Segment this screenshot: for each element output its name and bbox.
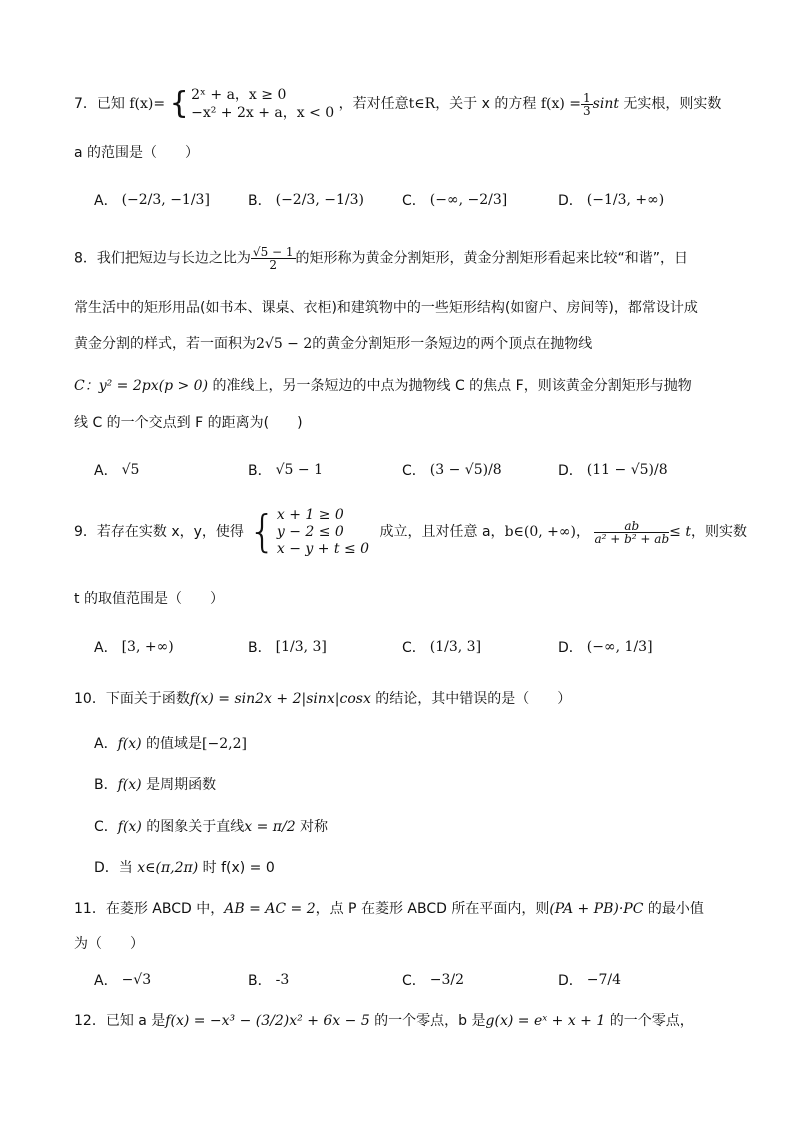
- q8-options: [94, 450, 754, 490]
- q9-line1: 9．若存在实数 x，y，使得 { x + 1 ≥ 0 y − 2 ≤ 0 x − y + t ≤ 0 成立，且对任意 a，b∈(0, +∞)， $\frac{ab}{\text{a² + b² + ab}}$ ≤ t，则实数: [74, 506, 747, 557]
- q8-fraction: $\frac{√5 - 1}{2}$: [252, 245, 294, 272]
- q8-option-a[interactable]: A． √5: [94, 462, 140, 479]
- q7-options: [94, 180, 754, 220]
- q8-line3: 黄金分割的样式，若一面积为2√5 − 2的黄金分割矩形一条短边的两个顶点在抛物线: [74, 336, 593, 352]
- q7-option-a[interactable]: A． (−2/3, −1/3]: [94, 192, 210, 209]
- q7-fraction: $\frac{1}{3}$: [583, 90, 591, 118]
- q10-option-c[interactable]: C．f(x) 的图象关于直线x = π/2 对称: [94, 819, 329, 835]
- q7-option-b[interactable]: B． (−2/3, −1/3): [248, 192, 364, 209]
- q11-option-d[interactable]: D． −7/4: [558, 972, 622, 989]
- q7-cases: [191, 88, 334, 120]
- q9-option-a[interactable]: A． [3, +∞): [94, 639, 174, 656]
- q11-line1: 11．在菱形 ABCD 中，AB = AC = 2，点 P 在菱形 ABCD 所在平面内，则(PA + PB)·PC 的最小值: [74, 901, 704, 917]
- q7-option-d[interactable]: D． (−1/3, +∞): [558, 192, 665, 209]
- q9-brace: {: [248, 506, 277, 557]
- q11-line2: 为（ ）: [74, 936, 144, 952]
- q8-line4: C：y² = 2px(p > 0) 的准线上，另一条短边的中点为抛物线 C 的焦点 F，则该黄金分割矩形与抛物: [74, 378, 692, 394]
- q11-options: [94, 960, 754, 1000]
- q7-line1: 7．已知 f(x)= { 2ˣ + a，x ≥ 0 −x² + 2x + a，x < 0 ，若对任意t∈R，关于 x 的方程 f(x) = $\frac{1}{3}$ sint 无实根，则实数: [74, 86, 722, 121]
- q8-option-d[interactable]: D． (11 − √5)/8: [558, 462, 668, 479]
- q9-system: x + 1 ≥ 0 y − 2 ≤ 0 x − y + t ≤ 0: [276, 507, 370, 557]
- q8-line5: 线 C 的一个交点到 F 的距离为( ): [74, 415, 303, 431]
- q7-case1: 2ˣ + a，x ≥ 0: [191, 87, 287, 103]
- q12-line1: 12．已知 a 是f(x) = −x³ − (3/2)x² + 6x − 5 的一个零点，b 是g(x) = eˣ + x + 1 的一个零点，: [74, 1013, 694, 1029]
- q8-option-b[interactable]: B． √5 − 1: [248, 462, 323, 479]
- q11-option-c[interactable]: C． −3/2: [402, 972, 465, 989]
- q9-fraction: $\frac{ab}{\text{a² + b² + ab}}$: [594, 518, 670, 546]
- q7-option-c[interactable]: C． (−∞, −2/3]: [402, 192, 508, 209]
- q8-line1: 8．我们把短边与长边之比为 $\frac{√5 - 1}{2}$ 的矩形称为黄金分割矩形，黄金分割矩形看起来比较“和谐”，日: [74, 245, 689, 272]
- q10-line1: 10．下面关于函数f(x) = sin2x + 2|sinx|cosx 的结论，其中错误的是（ ）: [74, 691, 572, 707]
- q9-option-c[interactable]: C． (1/3, 3]: [402, 639, 482, 656]
- q7-brace: {: [169, 86, 189, 121]
- q8-line2: 常生活中的矩形用品(如书本、课桌、衣柜)和建筑物中的一些矩形结构(如窗户、房间等)，都常设计成: [74, 300, 698, 316]
- q7-func: f(x)=: [129, 96, 166, 112]
- q9-options: [94, 627, 754, 667]
- q10-option-b[interactable]: B．f(x) 是周期函数: [94, 777, 217, 793]
- q11-option-a[interactable]: A． −√3: [94, 972, 152, 989]
- q7-number: 7．: [74, 96, 97, 112]
- q9-option-b[interactable]: B． [1/3, 3]: [248, 639, 327, 656]
- q7-case2: −x² + 2x + a，x < 0: [191, 105, 335, 121]
- q9-option-d[interactable]: D． (−∞, 1/3]: [558, 639, 653, 656]
- q9-line2: t 的取值范围是（ ）: [74, 591, 224, 607]
- q10-option-a[interactable]: A．f(x) 的值域是[−2,2]: [94, 736, 247, 752]
- q8-option-c[interactable]: C． (3 − √5)/8: [402, 462, 502, 479]
- q11-option-b[interactable]: B． -3: [248, 972, 290, 989]
- q7-line2: a 的范围是（ ）: [74, 145, 200, 161]
- q10-option-d[interactable]: D．当 x∈(π,2π) 时 f(x) = 0: [94, 860, 275, 876]
